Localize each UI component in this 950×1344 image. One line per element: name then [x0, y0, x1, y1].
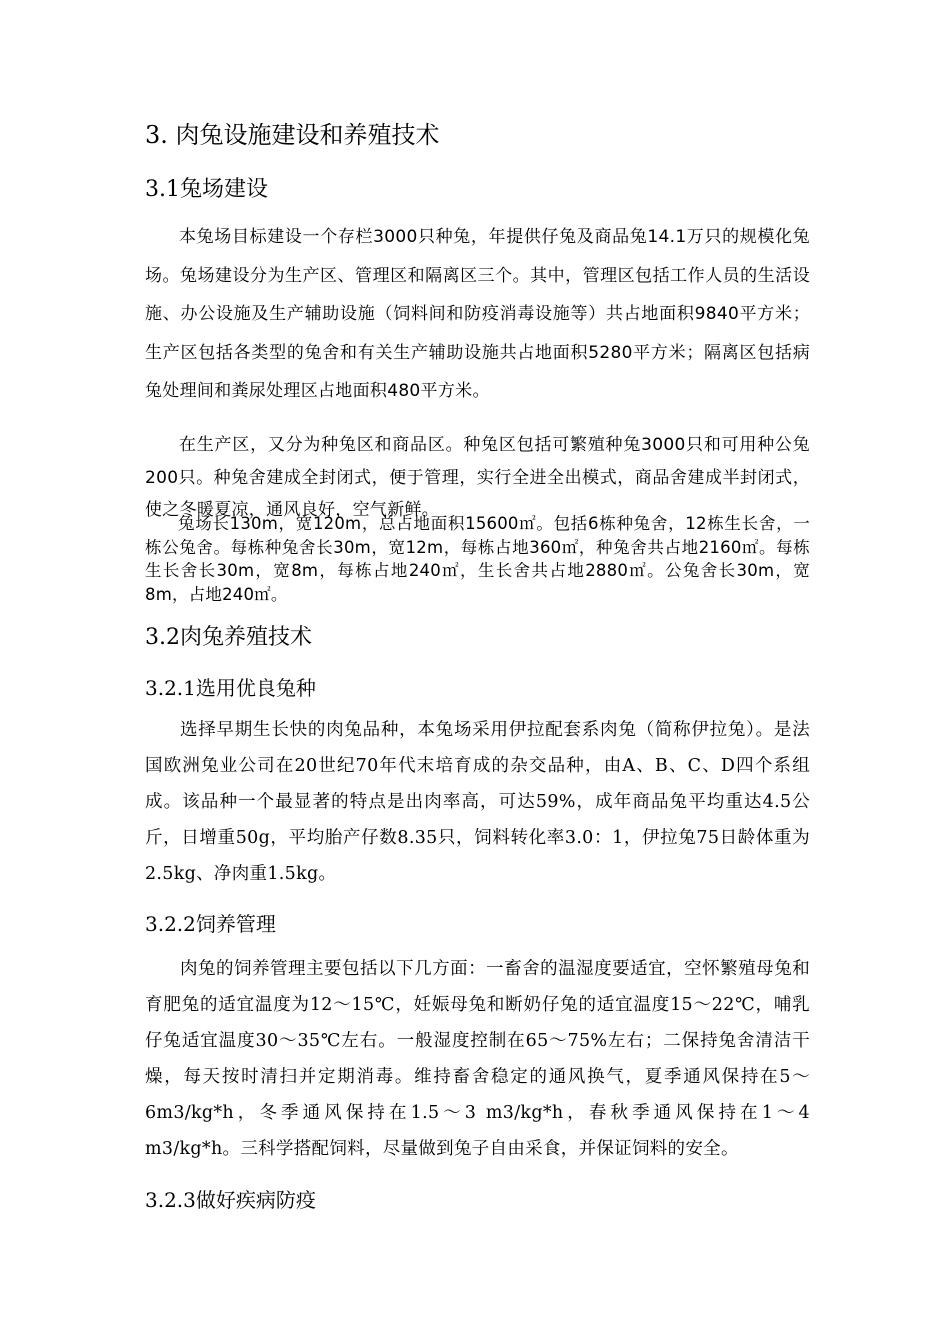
paragraph-production-area: 在生产区，又分为种兔区和商品区。种兔区包括可繁殖种兔3000只和可用种公兔200只。种兔舍建成全封闭式，便于管理，实行全进全出模式，商品舍建成半封闭式，使之冬暖夏凉，通风良好，空气新鲜。	[145, 435, 810, 520]
paragraph-feeding-management: 肉兔的饲养管理主要包括以下几方面：一畜舍的温湿度要适宜，空怀繁殖母兔和育肥兔的适宜温度为12～15℃，妊娠母兔和断奶仔兔的适宜温度15～22℃，哺乳仔兔适宜温度30～35℃左右。一般湿度控制在65～75%左右；二保持兔舍清洁干燥，每天按时清扫并定期消毒。维持畜舍稳定的通风换气，夏季通风保持在5～6m3/kg*h，冬季通风保持在1.5～3 m3/kg*h，春秋季通风保持在1～4 m3/kg*h。三科学搭配饲料，尽量做到兔子自由采食，并保证饲料的安全。	[145, 959, 810, 1159]
subsection-heading-3-2-2: 3.2.2饲养管理	[145, 912, 276, 936]
paragraph-farm-plan: 本兔场目标建设一个存栏3000只种兔，年提供仔兔及商品兔14.1万只的规模化兔场。兔场建设分为生产区、管理区和隔离区三个。其中，管理区包括工作人员的生活设施、办公设施及生产辅助设施（饲料间和防疫消毒设施等）共占地面积9840平方米；生产区包括各类型的兔舍和有关生产辅助设施共占地面积5280平方米；隔离区包括病兔处理间和粪尿处理区占地面积480平方米。	[145, 227, 810, 401]
paragraph-farm-dimensions: 兔场长130m，宽120m，总占地面积15600㎡。包括6栋种兔舍，12栋生长舍，一栋公兔舍。每栋种兔舍长30m，宽12m，每栋占地360㎡，种兔舍共占地2160㎡。每栋生长舍长30m，宽8m，每栋占地240㎡，生长舍共占地2880㎡。公兔舍长30m，宽8m，占地240㎡。	[145, 514, 810, 604]
paragraph-breed-selection: 选择早期生长快的肉兔品种，本兔场采用伊拉配套系肉兔（简称伊拉兔）。是法国欧洲兔业公司在20世纪70年代末培育成的杂交品种，由A、B、C、D四个系组成。该品种一个最显著的特点是出肉率高，可达59%，成年商品兔平均重达4.5公斤，日增重50g，平均胎产仔数8.35只，饲料转化率3.0：1，伊拉兔75日龄体重为2.5kg、净肉重1.5kg。	[145, 720, 810, 884]
main-heading: 3. 肉兔设施建设和养殖技术	[145, 121, 440, 149]
section-heading-3-1: 3.1兔场建设	[145, 177, 268, 202]
subsection-heading-3-2-3: 3.2.3做好疾病防疫	[145, 1188, 316, 1212]
section-heading-3-2: 3.2肉兔养殖技术	[145, 625, 312, 650]
subsection-heading-3-2-1: 3.2.1选用优良兔种	[145, 676, 316, 700]
